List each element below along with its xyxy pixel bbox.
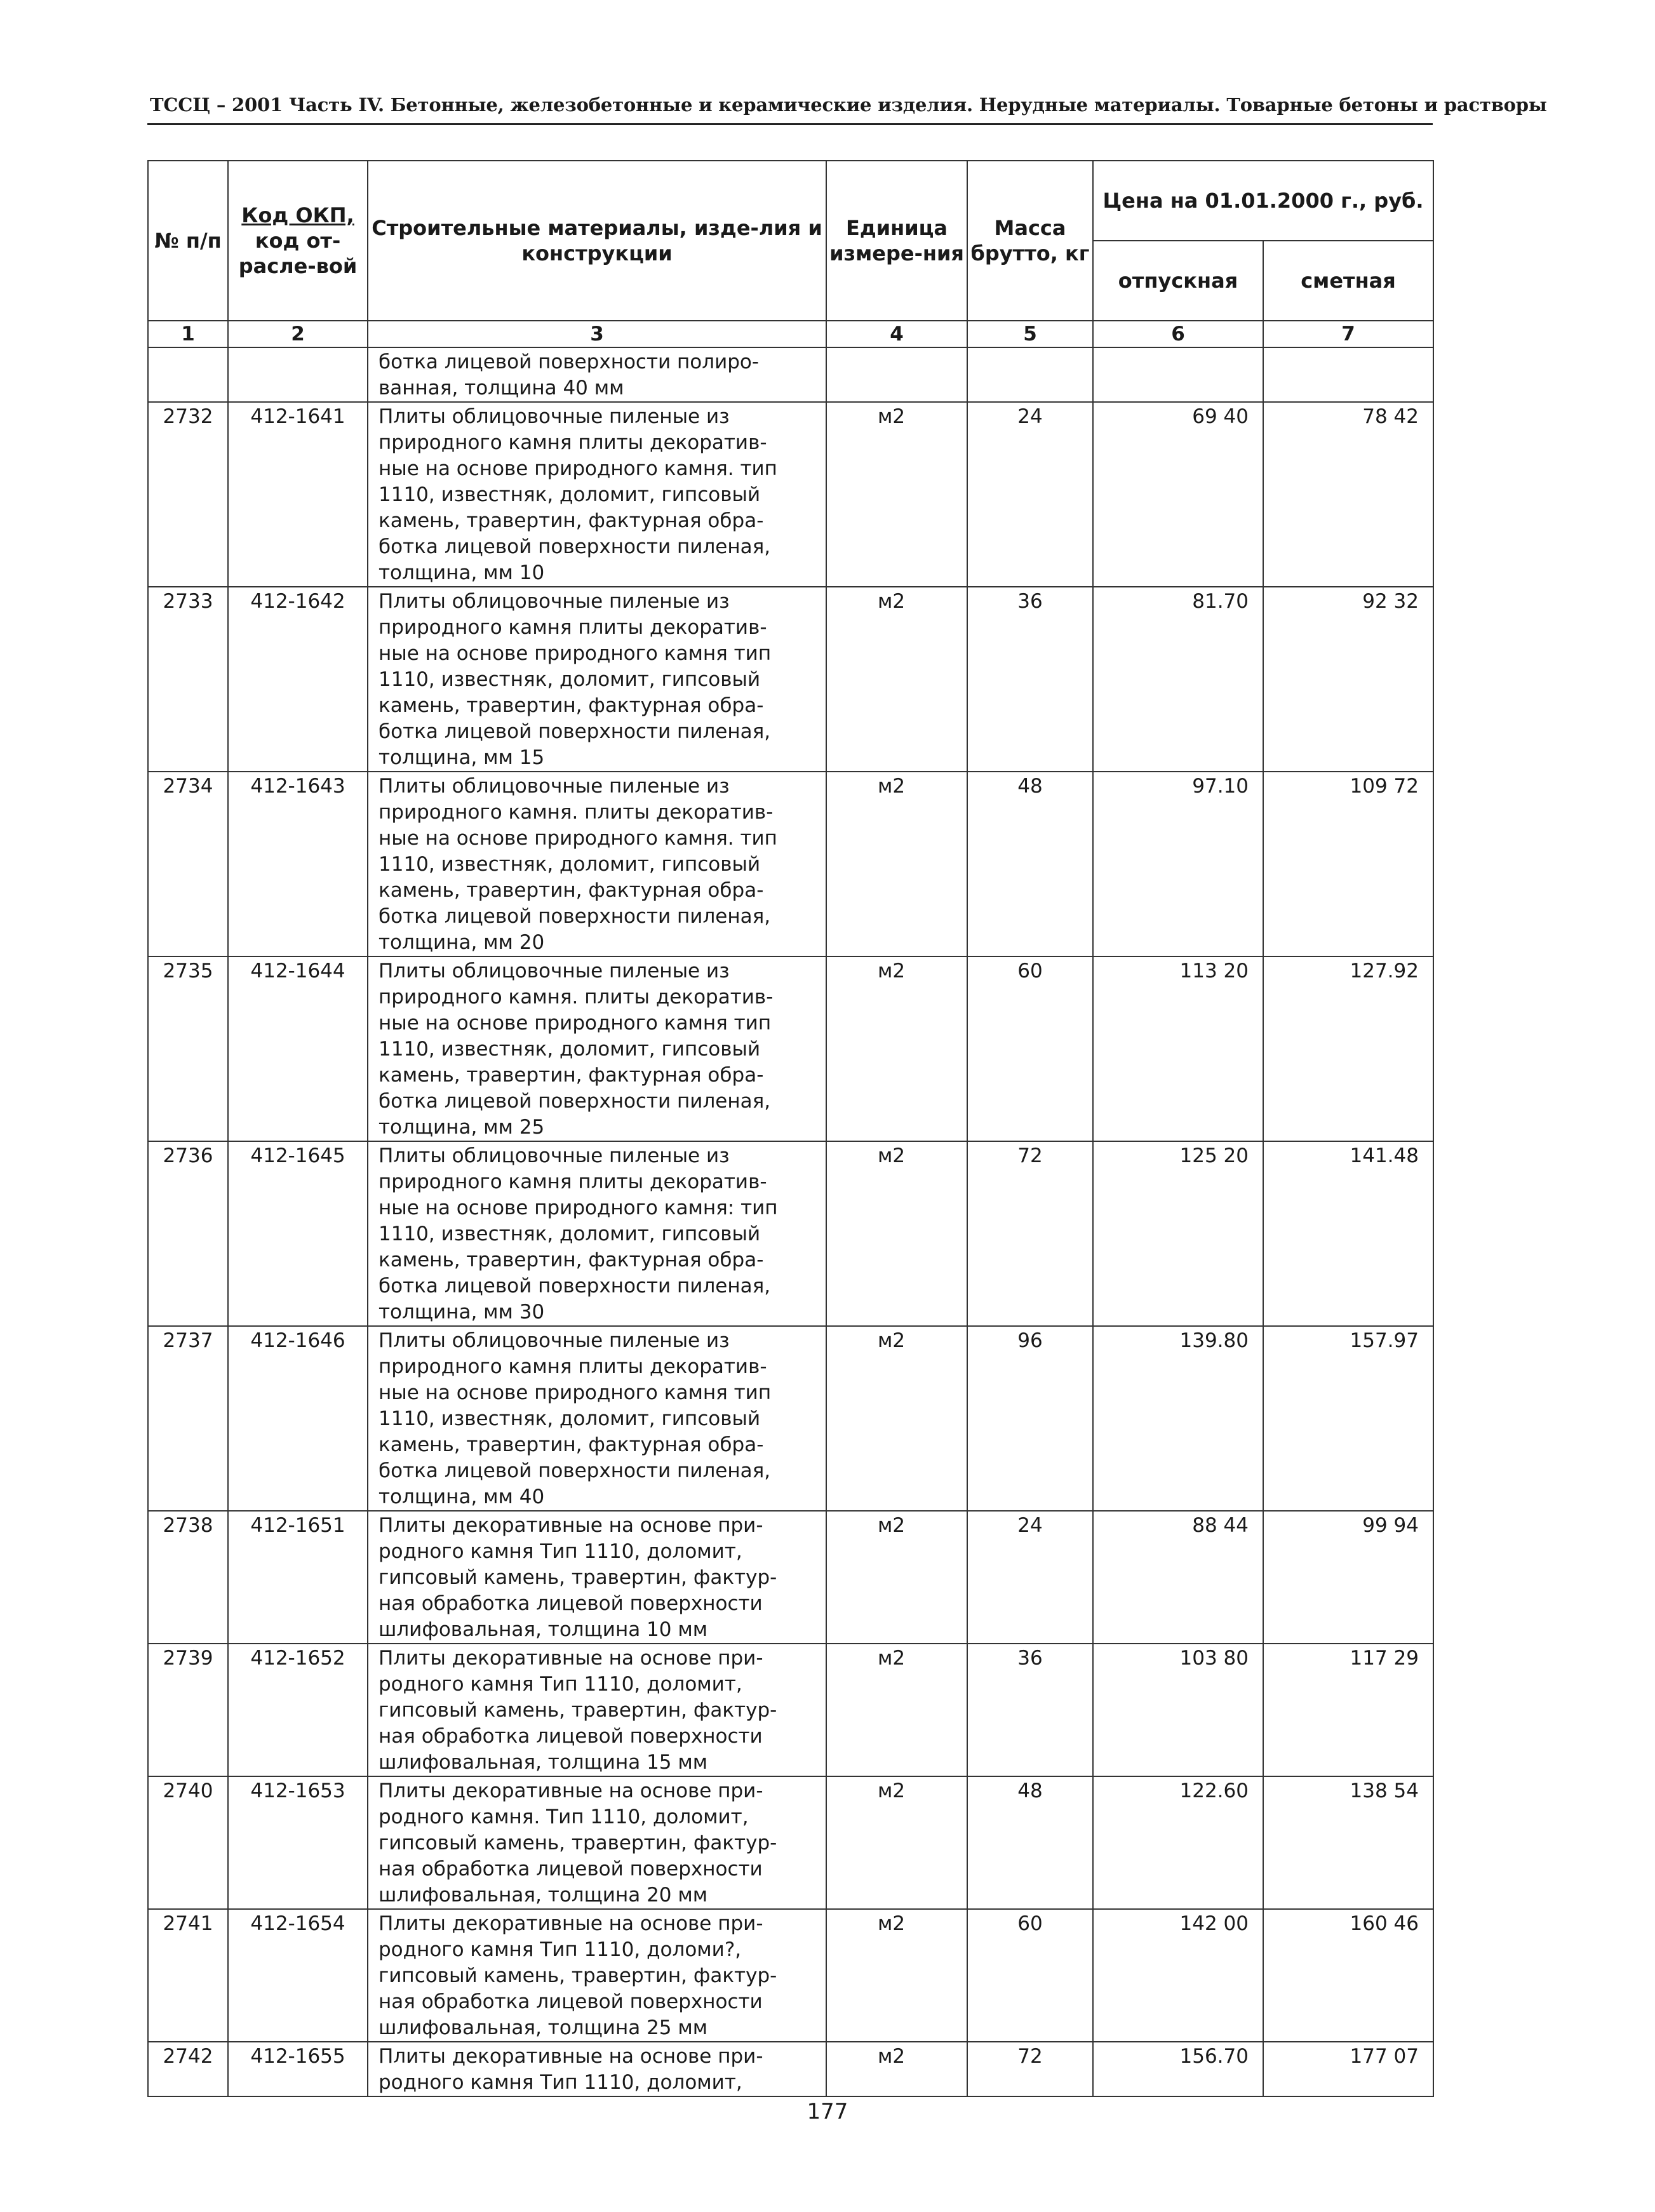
row-price-estimate: 92 32 bbox=[1263, 587, 1433, 772]
row-description: Плиты облицовочные пиленые из природного камня плиты декоратив- ные на основе природного камня: тип 1110, известняк, доломит, гипсовый камень, травертин, фактурная обра- ботка лицевой поверхности пиленая, толщина, мм 30 bbox=[368, 1141, 826, 1326]
row-unit: м2 bbox=[826, 772, 967, 956]
row-unit: м2 bbox=[826, 1511, 967, 1644]
row-price-release: 88 44 bbox=[1093, 1511, 1263, 1644]
row-price-estimate: 141.48 bbox=[1263, 1141, 1433, 1326]
row-code: 412-1651 bbox=[228, 1511, 368, 1644]
row-number: 2742 bbox=[148, 2042, 228, 2096]
row-description: Плиты облицовочные пиленые из природного камня плиты декоратив- ные на основе природного камня тип 1110, известняк, доломит, гипсовый камень, травертин, фактурная обра- ботка лицевой поверхности пиленая, толщина, мм 40 bbox=[368, 1326, 826, 1511]
row-code: 412-1645 bbox=[228, 1141, 368, 1326]
column-number: 1 bbox=[148, 321, 228, 347]
table-row bbox=[148, 1909, 1433, 2042]
row-number: 2734 bbox=[148, 772, 228, 956]
continuation-text: ботка лицевой поверхности полиро- ванная, толщина 40 мм bbox=[368, 347, 826, 402]
row-code: 412-1643 bbox=[228, 772, 368, 956]
continuation-row bbox=[148, 347, 1433, 402]
header-code-okp: Код ОКП, bbox=[241, 203, 354, 227]
row-number: 2735 bbox=[148, 956, 228, 1141]
row-price-estimate: 157.97 bbox=[1263, 1326, 1433, 1511]
row-code: 412-1644 bbox=[228, 956, 368, 1141]
row-mass: 96 bbox=[967, 1326, 1093, 1511]
row-mass: 24 bbox=[967, 402, 1093, 587]
running-header: ТССЦ – 2001 Часть IV. Бетонные, железобетонные и керамические изделия. Нерудные материалы. Товарные бетоны и растворы bbox=[150, 94, 1547, 116]
row-description: Плиты облицовочные пиленые из природного камня плиты декоратив- ные на основе природного камня тип 1110, известняк, доломит, гипсовый камень, травертин, фактурная обра- ботка лицевой поверхности пиленая, толщина, мм 15 bbox=[368, 587, 826, 772]
header-rule bbox=[147, 123, 1433, 125]
header-price-release: отпускная bbox=[1093, 241, 1263, 321]
page-number: 177 bbox=[807, 2099, 848, 2124]
row-code: 412-1652 bbox=[228, 1644, 368, 1776]
row-description: Плиты декоративные на основе при- родного камня Тип 1110, доломит, гипсовый камень, травертин, фактур- ная обработка лицевой поверхности шлифовальная, толщина 10 мм bbox=[368, 1511, 826, 1644]
column-number: 6 bbox=[1093, 321, 1263, 347]
row-unit: м2 bbox=[826, 1326, 967, 1511]
row-mass: 36 bbox=[967, 1644, 1093, 1776]
row-mass: 48 bbox=[967, 1776, 1093, 1909]
row-number: 2740 bbox=[148, 1776, 228, 1909]
row-number: 2738 bbox=[148, 1511, 228, 1644]
column-number: 3 bbox=[368, 321, 826, 347]
column-number: 7 bbox=[1263, 321, 1433, 347]
header-num: № п/п bbox=[148, 161, 228, 321]
row-price-release: 139.80 bbox=[1093, 1326, 1263, 1511]
row-number: 2736 bbox=[148, 1141, 228, 1326]
price-table bbox=[147, 160, 1434, 2097]
row-number: 2732 bbox=[148, 402, 228, 587]
row-description: Плиты декоративные на основе при- родного камня Тип 1110, доломит, гипсовый камень, травертин, фактур- ная обработка лицевой поверхности шлифовальная, толщина 15 мм bbox=[368, 1644, 826, 1776]
row-unit: м2 bbox=[826, 956, 967, 1141]
row-price-estimate: 78 42 bbox=[1263, 402, 1433, 587]
row-number: 2741 bbox=[148, 1909, 228, 2042]
row-mass: 72 bbox=[967, 2042, 1093, 2096]
row-mass: 72 bbox=[967, 1141, 1093, 1326]
row-description: Плиты облицовочные пиленые из природного камня плиты декоратив- ные на основе природного камня. тип 1110, известняк, доломит, гипсовый камень, травертин, фактурная обра- ботка лицевой поверхности пиленая, толщина, мм 10 bbox=[368, 402, 826, 587]
row-number: 2733 bbox=[148, 587, 228, 772]
column-number: 5 bbox=[967, 321, 1093, 347]
column-number-row bbox=[148, 321, 1433, 347]
column-number: 4 bbox=[826, 321, 967, 347]
table-row bbox=[148, 1141, 1433, 1326]
header-price-estimate: сметная bbox=[1263, 241, 1433, 321]
row-description: Плиты декоративные на основе при- родного камня. Тип 1110, доломит, гипсовый камень, травертин, фактур- ная обработка лицевой поверхности шлифовальная, толщина 20 мм bbox=[368, 1776, 826, 1909]
row-price-release: 103 80 bbox=[1093, 1644, 1263, 1776]
row-code: 412-1655 bbox=[228, 2042, 368, 2096]
header-code-industry: код от-расле-вой bbox=[238, 229, 358, 278]
row-code: 412-1646 bbox=[228, 1326, 368, 1511]
row-code: 412-1654 bbox=[228, 1909, 368, 2042]
row-price-estimate: 117 29 bbox=[1263, 1644, 1433, 1776]
table-row bbox=[148, 1644, 1433, 1776]
row-unit: м2 bbox=[826, 2042, 967, 2096]
row-unit: м2 bbox=[826, 587, 967, 772]
table-row bbox=[148, 1326, 1433, 1511]
row-unit: м2 bbox=[826, 1141, 967, 1326]
header-code bbox=[228, 161, 368, 321]
table-row bbox=[148, 402, 1433, 587]
row-description: Плиты облицовочные пиленые из природного камня. плиты декоратив- ные на основе природного камня тип 1110, известняк, доломит, гипсовый камень, травертин, фактурная обра- ботка лицевой поверхности пиленая, толщина, мм 25 bbox=[368, 956, 826, 1141]
row-code: 412-1642 bbox=[228, 587, 368, 772]
row-unit: м2 bbox=[826, 1909, 967, 2042]
row-description: Плиты облицовочные пиленые из природного камня. плиты декоратив- ные на основе природного камня. тип 1110, известняк, доломит, гипсовый камень, травертин, фактурная обра- ботка лицевой поверхности пиленая, толщина, мм 20 bbox=[368, 772, 826, 956]
table-row bbox=[148, 2042, 1433, 2096]
row-price-estimate: 99 94 bbox=[1263, 1511, 1433, 1644]
row-price-release: 97.10 bbox=[1093, 772, 1263, 956]
row-price-estimate: 177 07 bbox=[1263, 2042, 1433, 2096]
header-price-group: Цена на 01.01.2000 г., руб. bbox=[1093, 161, 1433, 241]
table-row bbox=[148, 1511, 1433, 1644]
table-row bbox=[148, 956, 1433, 1141]
row-mass: 60 bbox=[967, 956, 1093, 1141]
header-materials: Строительные материалы, изде-лия и конструкции bbox=[368, 161, 826, 321]
column-number: 2 bbox=[228, 321, 368, 347]
row-price-release: 142 00 bbox=[1093, 1909, 1263, 2042]
row-price-estimate: 109 72 bbox=[1263, 772, 1433, 956]
row-number: 2739 bbox=[148, 1644, 228, 1776]
row-code: 412-1653 bbox=[228, 1776, 368, 1909]
row-price-release: 81.70 bbox=[1093, 587, 1263, 772]
header-mass: Масса брутто, кг bbox=[967, 161, 1093, 321]
row-description: Плиты декоративные на основе при- родного камня Тип 1110, доломит, bbox=[368, 2042, 826, 2096]
row-price-estimate: 127.92 bbox=[1263, 956, 1433, 1141]
row-mass: 24 bbox=[967, 1511, 1093, 1644]
row-price-estimate: 138 54 bbox=[1263, 1776, 1433, 1909]
table-row bbox=[148, 587, 1433, 772]
row-mass: 36 bbox=[967, 587, 1093, 772]
table-row bbox=[148, 1776, 1433, 1909]
row-code: 412-1641 bbox=[228, 402, 368, 587]
row-price-release: 156.70 bbox=[1093, 2042, 1263, 2096]
row-unit: м2 bbox=[826, 1776, 967, 1909]
row-price-release: 125 20 bbox=[1093, 1141, 1263, 1326]
row-price-release: 69 40 bbox=[1093, 402, 1263, 587]
row-number: 2737 bbox=[148, 1326, 228, 1511]
table-row bbox=[148, 772, 1433, 956]
row-mass: 48 bbox=[967, 772, 1093, 956]
row-unit: м2 bbox=[826, 402, 967, 587]
row-mass: 60 bbox=[967, 1909, 1093, 2042]
header-unit: Единица измере-ния bbox=[826, 161, 967, 321]
row-price-release: 113 20 bbox=[1093, 956, 1263, 1141]
row-description: Плиты декоративные на основе при- родного камня Тип 1110, доломи?, гипсовый камень, травертин, фактур- ная обработка лицевой поверхности шлифовальная, толщина 25 мм bbox=[368, 1909, 826, 2042]
row-price-estimate: 160 46 bbox=[1263, 1909, 1433, 2042]
row-unit: м2 bbox=[826, 1644, 967, 1776]
row-price-release: 122.60 bbox=[1093, 1776, 1263, 1909]
